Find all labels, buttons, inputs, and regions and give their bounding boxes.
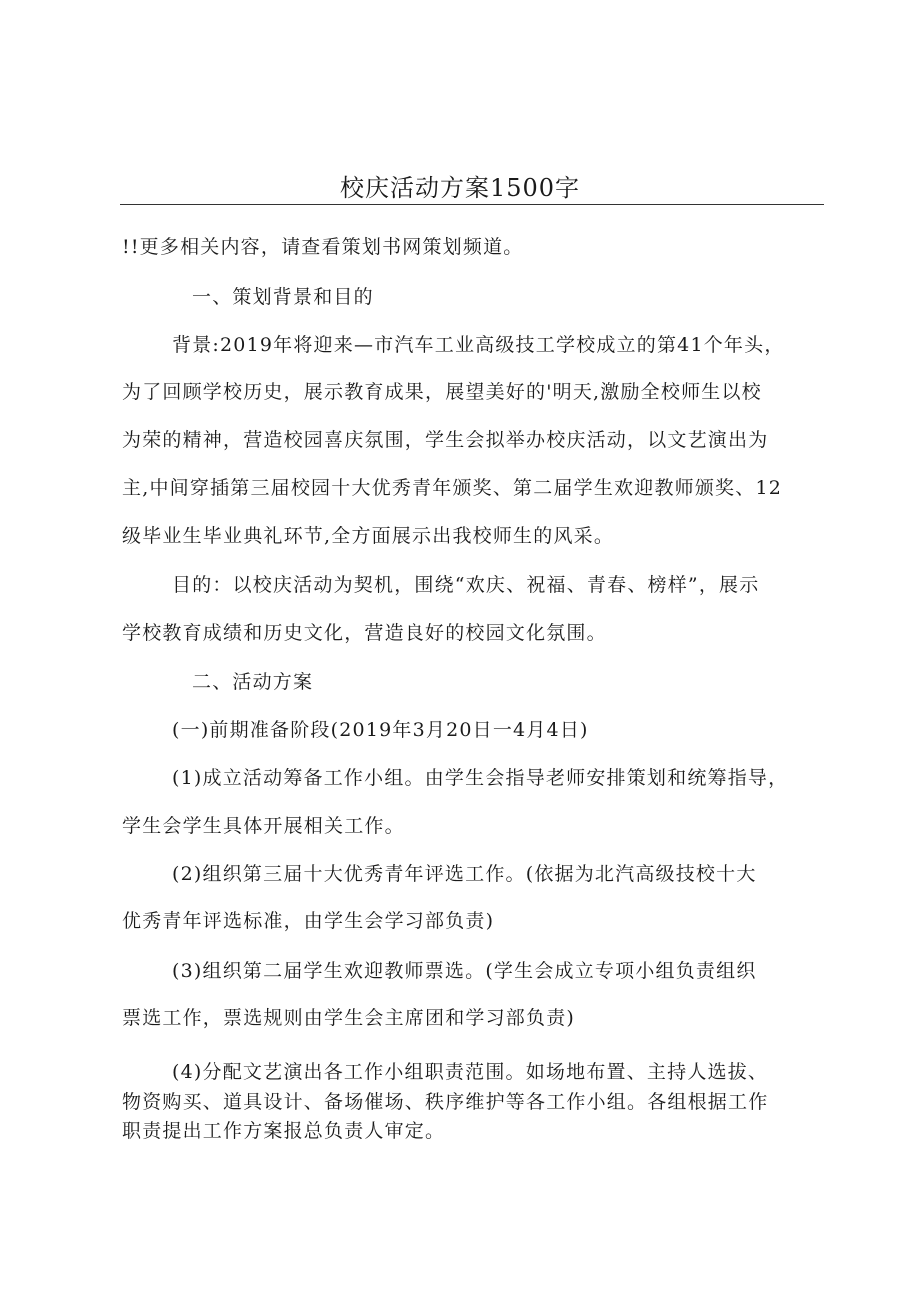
item-3-line-1: (3)组织第二届学生欢迎教师票选。(学生会成立专项小组负责组织 [172,960,757,982]
purpose-line-2: 学校教育成绩和历史文化，营造良好的校园文化氛围。 [122,622,607,644]
title-divider [120,204,824,205]
item-2-line-2: 优秀青年评选标准，由学生会学习部负责) [122,910,495,932]
background-line-3: 为荣的精神，营造校园喜庆氛围，学生会拟举办校庆活动，以文艺演出为 [122,429,769,451]
background-line-4: 主,中间穿插第三届校园十大优秀青年颁奖、第二届学生欢迎教师颁奖、12 [122,477,783,499]
section-heading-2: 二、活动方案 [192,671,314,693]
item-4-line-2: 物资购买、道具设计、备场催场、秩序维护等各工作小组。各组根据工作 [122,1091,769,1113]
item-3-line-2: 票选工作，票选规则由学生会主席团和学习部负责) [122,1007,576,1029]
section-heading-1: 一、策划背景和目的 [192,286,374,308]
background-line-5: 级毕业生毕业典礼环节,全方面展示出我校师生的风采。 [122,525,615,547]
background-line-1: 背景:2019年将迎来—市汽车工业高级技工学校成立的第41个年头， [172,334,785,356]
document-title: 校庆活动方案1500字 [339,174,581,202]
item-4-line-1: (4)分配文艺演出各工作小组职责范围。如场地布置、主持人选拔、 [172,1061,769,1083]
subsection-heading-1: (一)前期准备阶段(2019年3月20日一4月4日) [172,719,589,741]
item-4-line-3: 职责提出工作方案报总负责人审定。 [122,1120,446,1142]
purpose-line-1: 目的：以校庆活动为契机，围绕“欢庆、祝福、青春、榜样”，展示 [172,574,760,596]
item-1-line-1: (1)成立活动筹备工作小组。由学生会指导老师安排策划和统筹指导， [172,767,789,789]
intro-line: !!更多相关内容，请查看策划书网策划频道。 [122,236,524,258]
background-line-2: 为了回顾学校历史，展示教育成果，展望美好的'明天,激励全校师生以校 [122,381,762,403]
item-2-line-1: (2)组织第三届十大优秀青年评选工作。(依据为北汽高级技校十大 [172,863,757,885]
item-1-line-2: 学生会学生具体开展相关工作。 [122,815,405,837]
